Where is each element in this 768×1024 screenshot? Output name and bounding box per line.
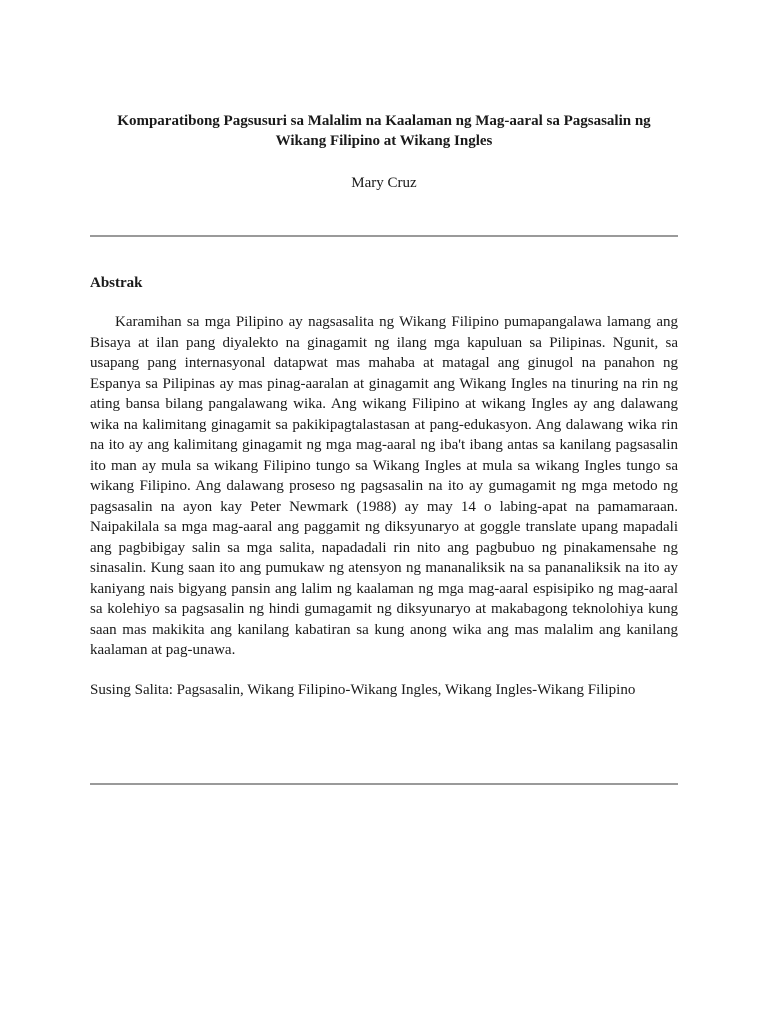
abstract-paragraph: Karamihan sa mga Pilipino ay nagsasalita ng Wikang Filipino pumapangalawa lamang ang Bisaya at ilan pang diyalekto na ginagamit ng ilang mga kapuluan sa Pilipinas. Ngunit, sa usapang pang internasyonal datapwat mas mahaba at matagal ang ginugol na panahon ng Espanya sa Pilipinas ay mas pinag-aaralan at ginagamit ang Wikang Ingles na tinuring na rin ng ating bansa bilang pangalawang wika. Ang wikang Filipino at wikang Ingles ay ang dalawang wika na kalimitang ginagamit sa pakikipagtalastasan at pang-edukasyon. Ang dalawang wika rin na ito ay ang kalimitang ginagamit ng mga mag-aaral ng iba't ibang antas sa kanilang pagsasalin ito man ay mula sa wikang Filipino tungo sa Wikang Ingles at mula sa wikang Ingles tungo sa wikang Filipino. Ang dalawang proseso ng pagsasalin na ito ay gumagamit ng mga metodo ng pagsasalin na ayon kay Peter Newmark (1988) ay may 14 o labing-apat na pamamaraan. Naipakilala sa mga mag-aaral ang paggamit ng diksyunaryo at goggle translate upang mapadali ang pagbibigay salin sa mga salita, napadadali rin nito ang pagbubuo ng pinakamensahe ng sinasalin. Kung saan ito ang pumukaw ng atensyon ng mananaliksik na sa pananaliksik na ito ay kaniyang nais bigyang pansin ang lalim ng kaalaman ng mga mag-aaral espisipiko ng mag-aaral sa kolehiyo sa pagsasalin ng hindi gumagamit ng diksyunaryo at makabagong teknolohiya kung saan mas makikita ang kanilang kabatiran sa kung anong wika ang mas malalim ang kanilang kaalaman at pag-unawa. (90, 314, 678, 658)
keywords-line: Susing Salita: Pagsasalin, Wikang Filipino-Wikang Ingles, Wikang Ingles-Wikang Filipino (90, 681, 636, 698)
paper-title-line-1: Komparatibong Pagsusuri sa Malalim na Kaalaman ng Mag-aaral sa Pagsasalin ng (117, 113, 651, 129)
top-divider (90, 235, 678, 237)
paper-title-line-2: Wikang Filipino at Wikang Ingles (275, 133, 493, 149)
paper-author: Mary Cruz (351, 175, 417, 191)
abstract-heading: Abstrak (90, 275, 143, 291)
paper-title (90, 0, 678, 151)
bottom-divider (90, 783, 678, 785)
